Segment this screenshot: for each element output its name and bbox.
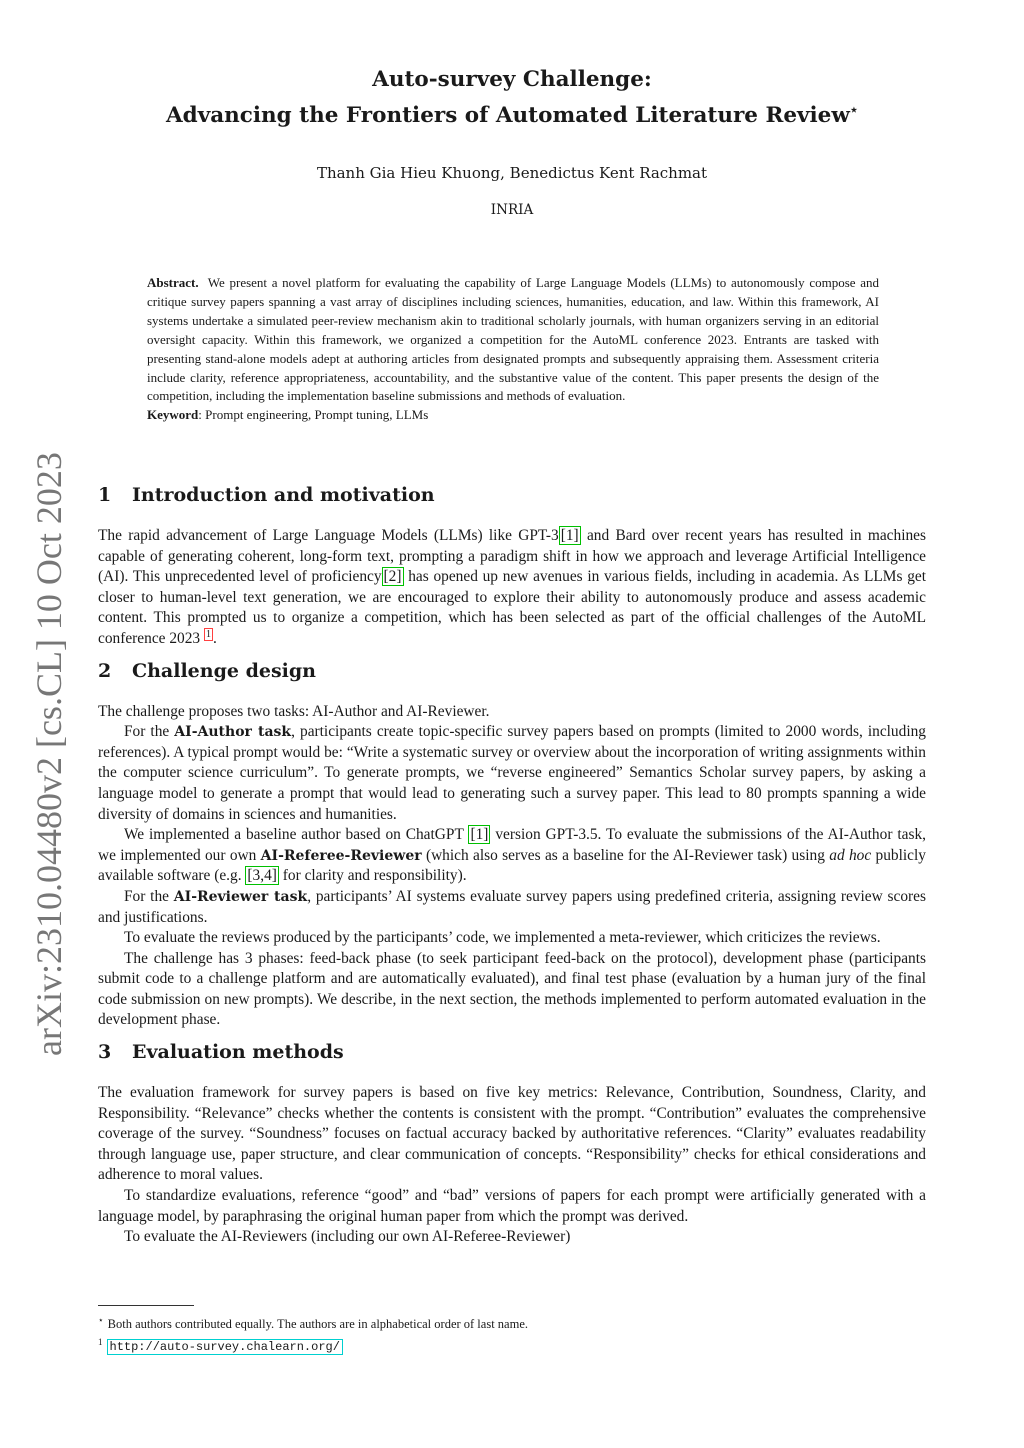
intro-paragraph	[98, 526, 926, 650]
section-number: 1	[98, 484, 112, 506]
citation-link[interactable]: [2]	[383, 568, 402, 586]
text-run: , participants create topic-specific survey papers based on prompts (limited to 2000 words, including references). A typical prompt would be: “Write a systematic survey or overview about the incorporation of writing assignments within the computer science curriculum”. To generate prompts, we “reverse engineered” Semantics Scholar survey papers, by asking a language model to generate a prompt that would lead to generating such a survey paper. This lead to 80 prompts spanning a wide diversity of domains in sciences and humanities.	[98, 723, 926, 823]
section-heading-3	[98, 1039, 926, 1065]
footnote-url-link[interactable]: http://auto-survey.chalearn.org/	[107, 1339, 343, 1355]
section-number: 2	[98, 659, 112, 682]
bold-term: AI-Author task	[174, 724, 292, 741]
text-run: For the	[124, 723, 175, 741]
footnote-mark: ⋆	[98, 1315, 104, 1325]
affiliation: INRIA	[490, 202, 534, 218]
citation-link[interactable]: [1]	[470, 826, 489, 844]
section-heading-2	[98, 658, 926, 684]
paragraph: The evaluation framework for survey papers is based on five key metrics: Relevance, Contribution, Soundness, Clarity, and Responsibility. “Relevance” checks whether the contents is consistent with the prompt. “Contribution” evaluates the comprehensive coverage of the survey. “Soundness” focuses on factual accuracy backed by authoritative references. “Clarity” evaluates readability through language use, paper structure, and clear communication of concepts. “Responsibility” checks for ethical considerations and adherence to moral values.	[98, 1084, 926, 1184]
paragraph: To evaluate the AI-Reviewers (including our own AI-Referee-Reviewer)	[124, 1228, 571, 1246]
authors: Thanh Gia Hieu Khuong, Benedictus Kent Rachmat	[316, 164, 708, 182]
paragraph	[98, 887, 926, 928]
paragraph: To evaluate the reviews produced by the participants’ code, we implemented a meta-reviewer, which criticizes the reviews.	[124, 929, 881, 947]
footnote-text: Both authors contributed equally. The authors are in alphabetical order of last name.	[107, 1317, 528, 1332]
footnote-rule	[98, 1305, 194, 1306]
footnote-star	[98, 1311, 926, 1333]
title-line-2	[120, 95, 904, 131]
keyword-label: Keyword	[147, 407, 199, 423]
paper-title	[120, 64, 904, 131]
paragraph: The challenge has 3 phases: feed-back phase (to seek participant feed-back on the protocol), development phase (participants submit code to a challenge platform and are automatically evaluated), and final test phase (evaluation by a human jury of the final code submission on new prompts). We describe, in the next section, the methods implemented to perform automated evaluation in the development phase.	[98, 949, 926, 1029]
section-title: Evaluation methods	[132, 1041, 344, 1064]
bold-term: AI-Reviewer task	[173, 888, 308, 905]
text-run: publicly available software (e.g.	[98, 846, 926, 885]
section-title: Introduction and motivation	[132, 484, 435, 506]
keywords: : Prompt engineering, Prompt tuning, LLMs	[198, 407, 429, 423]
text-run: version GPT-3.5. To evaluate the submissions of the AI-Author task, we implemented our own	[98, 826, 926, 864]
italic-term: ad hoc	[829, 846, 872, 864]
footnotes	[98, 1311, 926, 1356]
text-run: for clarity and responsibility).	[278, 867, 467, 885]
title-line-1: Auto-survey Challenge:	[372, 67, 652, 92]
section-heading-1	[98, 482, 926, 508]
abstract	[147, 274, 879, 425]
bold-term: AI-Referee-Reviewer	[260, 847, 422, 864]
paragraph: The challenge proposes two tasks: AI-Author and AI-Reviewer.	[98, 702, 490, 720]
section-title: Challenge design	[132, 659, 316, 682]
footnote-1	[98, 1333, 926, 1356]
text-run: For the	[124, 887, 174, 905]
paragraph	[98, 722, 926, 825]
text-run: .	[212, 629, 217, 647]
text-run: The rapid advancement of Large Language Models (LLMs) like GPT-3	[98, 527, 559, 544]
paragraph	[98, 825, 926, 887]
footnote-mark: 1	[98, 1337, 103, 1348]
abstract-label: Abstract.	[147, 275, 199, 290]
abstract-text: We present a novel platform for evaluating the capability of Large Language Models (LLMs) to autonomously compose and critique survey papers spanning a vast array of disciplines including sciences, humanities, education, and law. Within this framework, AI systems undertake a simulated peer-review mechanism akin to traditional scholarly journals, with human organizers serving in an editorial oversight capacity. Within this framework, we organized a competition for the AutoML conference 2023. Entrants are tasked with presenting stand-alone models adept at authoring articles from designated prompts and subsequently appraising them. Assessment criteria include clarity, reference appropriateness, accountability, and the substantive value of the content. This paper presents the design of the competition, including the implementation baseline submissions and methods of evaluation.	[147, 275, 880, 404]
citation-link[interactable]: [1]	[560, 527, 579, 544]
text-run: has opened up new avenues in various fields, including in academia. As LLMs get closer to human-level text generation, we are encouraged to explore their ability to autonomously produce and assess academic content. This prompted us to organize a competition, which has been selected as part of the official challenges of the AutoML conference 2023	[98, 568, 926, 647]
text-run: We implemented a baseline author based on ChatGPT	[124, 826, 469, 844]
text-run: , participants’ AI systems evaluate survey papers using predefined criteria, assigning review scores and justifications.	[98, 887, 926, 926]
text-run: and Bard over recent years has resulted in machines capable of generating coherent, long-form text, prompting a paradigm shift in how we approach and leverage Artificial Intelligence (AI). This unprecedented level of proficiency	[98, 527, 926, 586]
arxiv-stamp: arXiv:2310.04480v2 [cs.CL] 10 Oct 2023	[29, 452, 69, 1056]
citation-link[interactable]: [3,4]	[247, 867, 277, 885]
paper-body	[98, 482, 926, 1248]
title-footnote-mark: ⋆	[849, 103, 858, 118]
title-line-2-text: Advancing the Frontiers of Automated Literature Review	[166, 103, 850, 129]
paragraph: To standardize evaluations, reference “good” and “bad” versions of papers for each prompt were artificially generated with a language model, by paraphrasing the original human paper from which the prompt was derived.	[98, 1187, 926, 1225]
section-number: 3	[98, 1041, 112, 1064]
text-run: (which also serves as a baseline for the AI-Reviewer task) using	[421, 846, 830, 864]
footnote-link[interactable]: 1	[205, 628, 211, 640]
